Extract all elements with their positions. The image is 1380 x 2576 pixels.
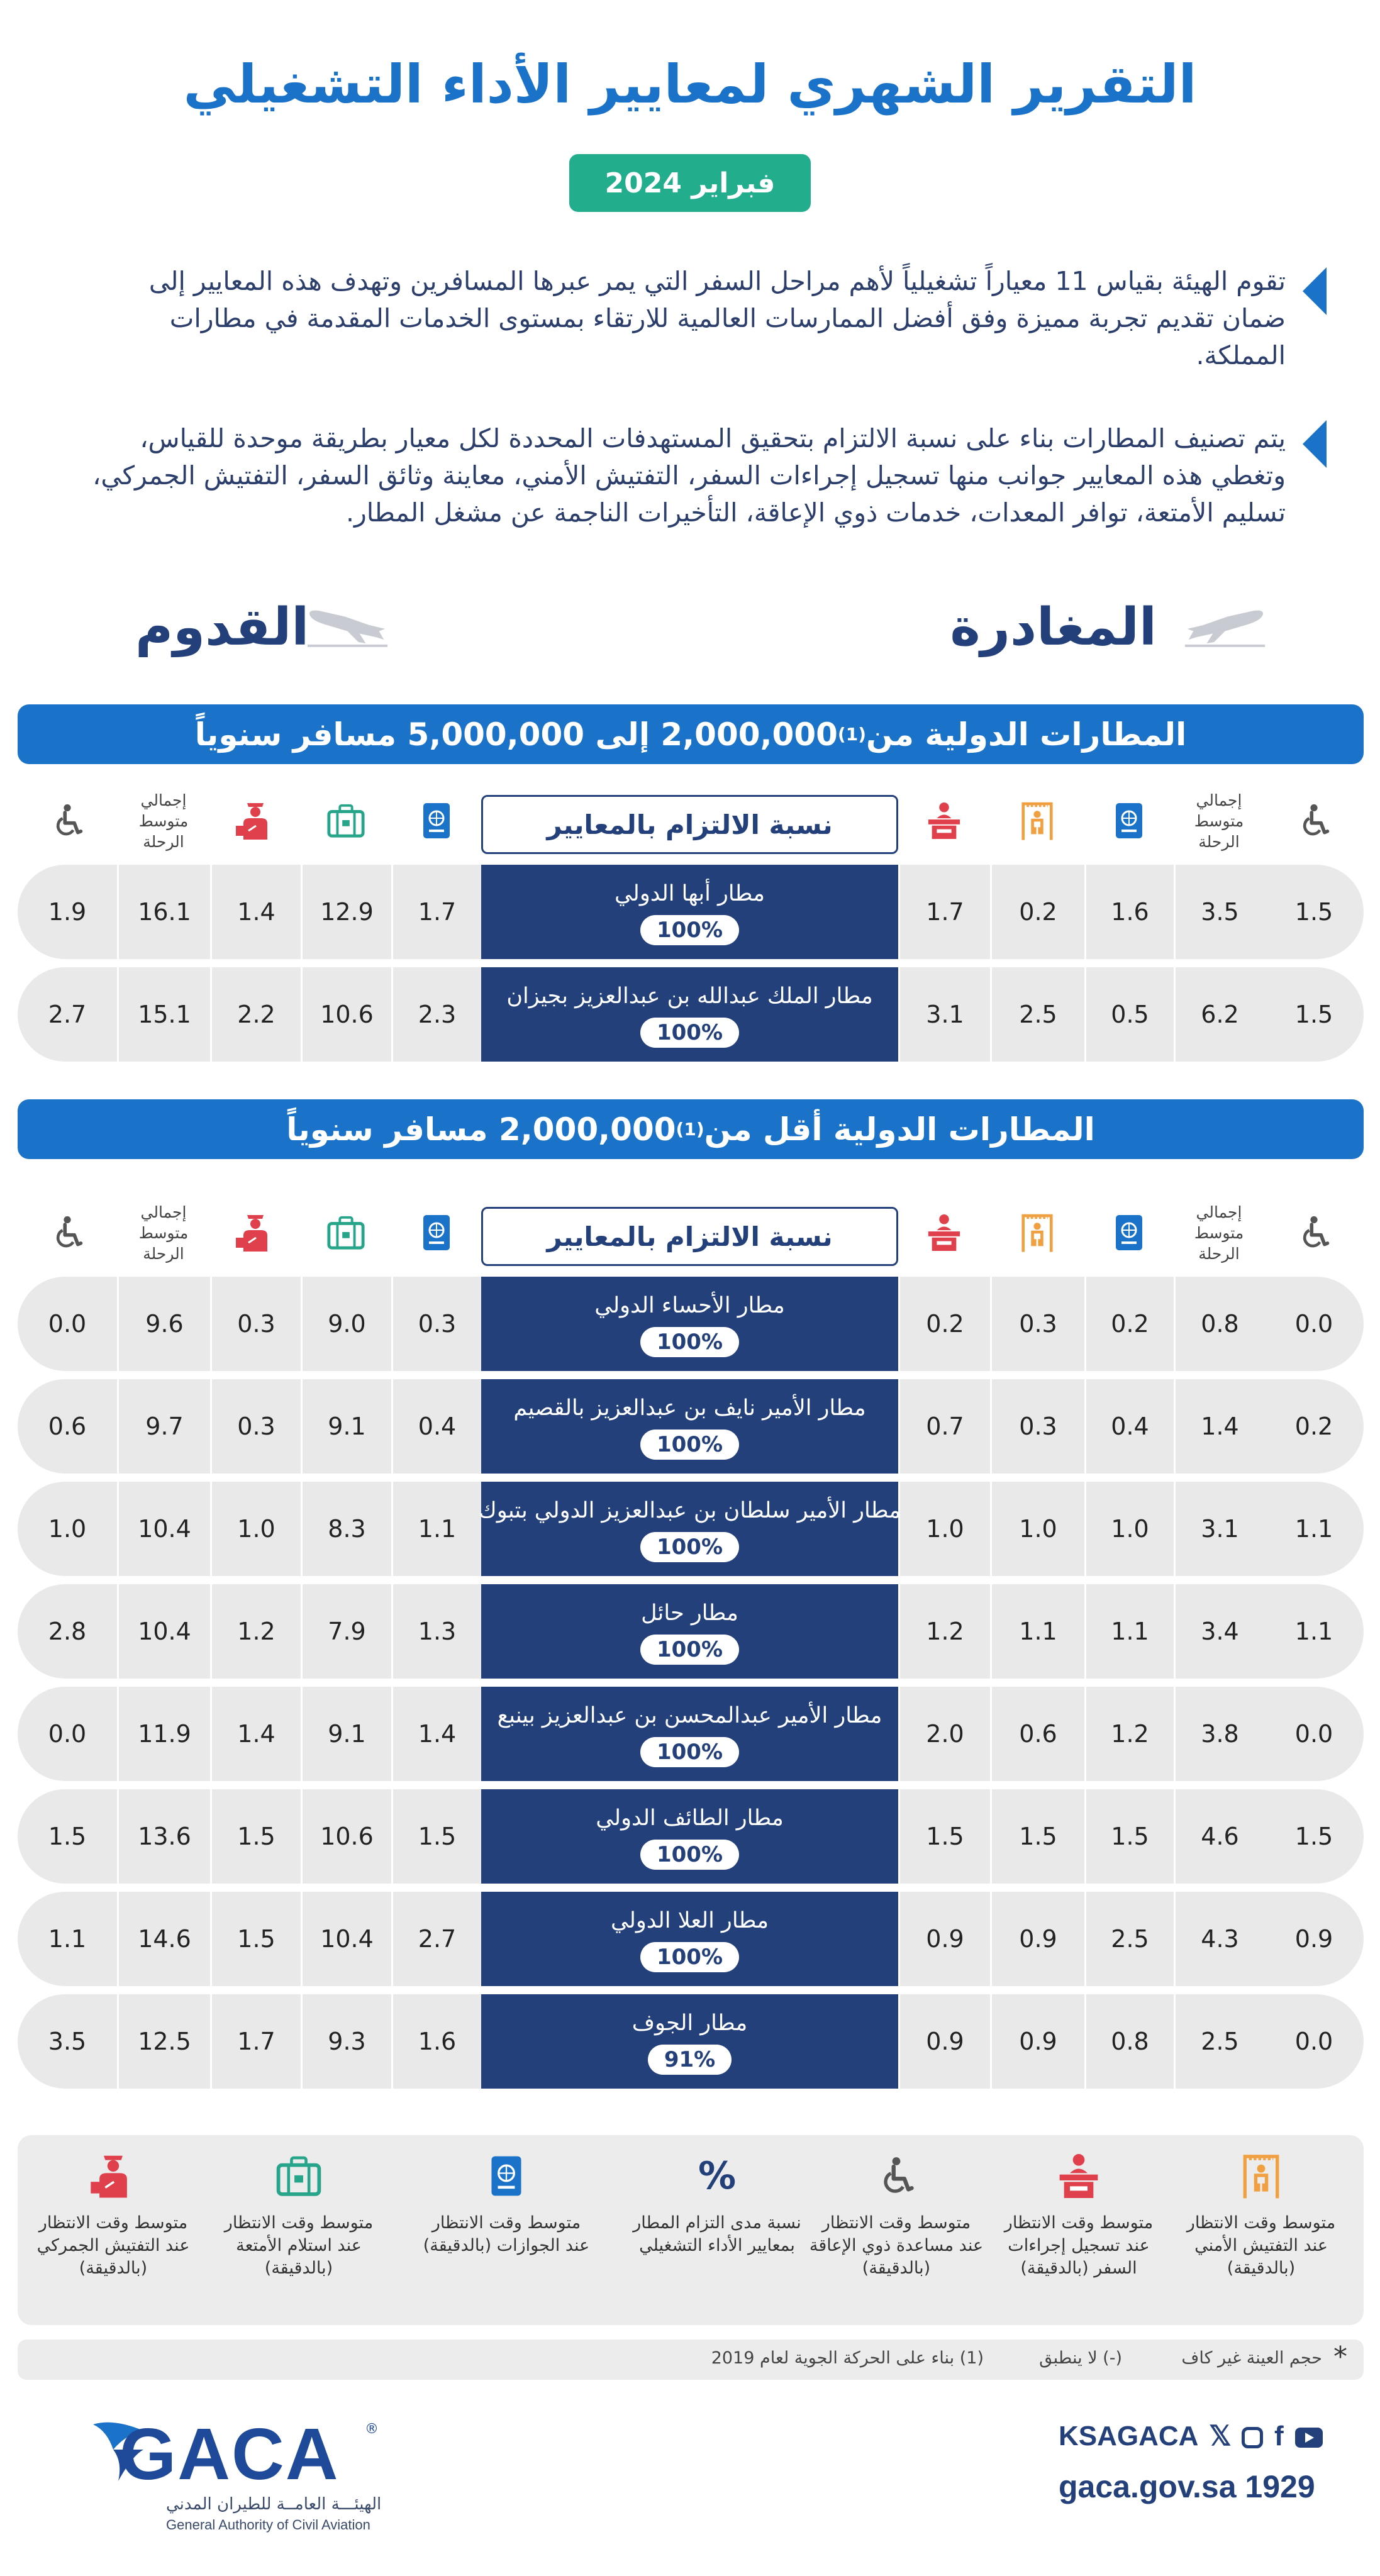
- arrival-value-cell: 0.3: [210, 1277, 301, 1371]
- total-trip-header-line: الرحلة: [143, 1244, 184, 1263]
- airport-name: مطار الطائف الدولي: [596, 1806, 784, 1831]
- customs-officer-icon: [235, 801, 276, 841]
- customs-officer-icon: [235, 1213, 276, 1253]
- section-bar-large-airports: [18, 704, 1364, 764]
- arrival-value-cell: 1.4: [391, 1687, 481, 1781]
- arrival-value-cell: 2.2: [210, 967, 301, 1062]
- arrival-value-cell: 2.8: [48, 1618, 87, 1645]
- checkin-counter-icon: [926, 1213, 962, 1252]
- departure-value-cell: 1.5: [1294, 1823, 1333, 1850]
- security-gate-icon: [1242, 2151, 1280, 2201]
- arrival-value-cell: 1.0: [48, 1515, 87, 1543]
- social-handle-text: KSAGACA: [1059, 2421, 1198, 2451]
- airport-cell: [481, 1687, 898, 1781]
- column-header: [1264, 1198, 1364, 1267]
- total-trip-header-line: متوسط: [138, 1223, 189, 1242]
- legend-security: [1173, 2148, 1349, 2280]
- arrival-label: القدوم: [135, 597, 309, 657]
- total-trip-header: [139, 1202, 189, 1264]
- airport-cell: [481, 1892, 898, 1986]
- report-title: التقرير الشهري لمعايير الأداء التشغيلي: [183, 53, 1197, 115]
- arrival-value-cell: 1.1: [391, 1482, 481, 1576]
- departure-value-cell: 0.9: [990, 1994, 1084, 2089]
- legend-passport-text: متوسط وقت الانتظار عند الجوازات (بالدقيقة): [423, 2213, 590, 2255]
- departure-value-cell: 1.4: [1174, 1379, 1264, 1474]
- compliance-header: نسبة الالتزام بالمعايير: [481, 1207, 898, 1266]
- section-bar-small-airports: [18, 1099, 1364, 1159]
- section-title-part-a: المطارات الدولية أقل من: [704, 1111, 1095, 1148]
- x-icon[interactable]: 𝕏: [1209, 2421, 1232, 2451]
- total-trip-header: [1194, 790, 1244, 852]
- arrival-value-cell: 13.6: [117, 1789, 210, 1884]
- arrival-value-cell: 1.3: [391, 1584, 481, 1679]
- total-trip-header-line: متوسط: [1194, 1223, 1244, 1242]
- passport-icon: [421, 801, 452, 840]
- departure-value-cell: 1.0: [990, 1482, 1084, 1576]
- departure-value-cell: 0.2: [1294, 1413, 1333, 1440]
- departure-value-cell: 1.0: [1084, 1482, 1174, 1576]
- departure-value-cell: 1.1: [1084, 1584, 1174, 1679]
- footnote-marker: (1): [837, 724, 866, 745]
- social-handle[interactable]: [1059, 2420, 1323, 2452]
- wheelchair-icon: [50, 1214, 85, 1251]
- compliance-percent-badge: 100%: [640, 1840, 739, 1870]
- column-header: [990, 1198, 1084, 1267]
- departure-value-cell: 2.5: [1174, 1994, 1264, 2089]
- departure-value-cell: 2.5: [1084, 1892, 1174, 1986]
- arrival-value-cell: 9.6: [117, 1277, 210, 1371]
- departure-value-cell: 2.0: [898, 1687, 990, 1781]
- report-date-badge: فبراير 2024: [569, 154, 811, 212]
- column-header: [898, 786, 990, 855]
- arrival-value-cell: 9.1: [301, 1379, 391, 1474]
- arrival-value-cell: 7.9: [301, 1584, 391, 1679]
- airport-name: مطار الملك عبدالله بن عبدالعزيز بجيزان: [506, 984, 873, 1009]
- arrival-plane-icon: [305, 601, 390, 651]
- total-trip-header-line: إجمالي: [1196, 791, 1242, 809]
- baggage-icon: [326, 1214, 365, 1251]
- intro-paragraph-1: تقوم الهيئة بقياس 11 معياراً تشغيلياً لأهم مراحل السفر التي يمر عبرها المسافرين وتهدف هذه المعايير إلى ضمان تقديم تجربة مميزة وفق أفضل الممارسات العالمية للارتقاء بمستوى الخدمات المقدمة في مطارات المملكة.: [148, 266, 1286, 370]
- youtube-icon[interactable]: [1295, 2428, 1323, 2448]
- arrival-value-cell: 2.3: [391, 967, 481, 1062]
- column-header: [117, 1198, 210, 1267]
- note-sample-size: حجم العينة غير كاف: [1181, 2348, 1322, 2368]
- org-name-arabic: الهيئـــة العامــة للطيران المدني: [166, 2495, 382, 2514]
- departure-value-cell: 0.9: [990, 1892, 1084, 1986]
- departure-value-cell: 0.2: [1084, 1277, 1174, 1371]
- departure-value-cell: 0.8: [1084, 1994, 1174, 2089]
- legend-disability: [808, 2148, 984, 2280]
- arrival-value-cell: 0.3: [210, 1379, 301, 1474]
- compliance-percent-badge: 100%: [640, 1532, 739, 1562]
- total-trip-header-line: إجمالي: [140, 791, 187, 809]
- departure-value-cell: 1.2: [898, 1584, 990, 1679]
- arrival-value-cell: 1.0: [210, 1482, 301, 1576]
- arrival-value-cell: 0.6: [48, 1413, 87, 1440]
- arrival-value-cell: 10.4: [117, 1482, 210, 1576]
- departure-value-cell: 0.4: [1084, 1379, 1174, 1474]
- arrival-value-cell: 3.5: [48, 2028, 87, 2055]
- compliance-percent-badge: 100%: [640, 1942, 739, 1972]
- arrival-value-cell: 16.1: [117, 865, 210, 959]
- column-header: [898, 1198, 990, 1267]
- total-trip-header: [139, 790, 189, 852]
- wheelchair-icon: [1296, 802, 1332, 839]
- wheelchair-icon: [50, 802, 85, 839]
- instagram-icon[interactable]: [1242, 2427, 1263, 2448]
- departure-value-cell: 1.5: [1294, 1001, 1333, 1028]
- passport-icon: [1113, 801, 1145, 840]
- arrival-value-cell: 8.3: [301, 1482, 391, 1576]
- airport-name: مطار أبها الدولي: [614, 881, 765, 906]
- arrival-value-cell: 0.0: [48, 1720, 87, 1748]
- arrival-value-cell: 1.5: [210, 1789, 301, 1884]
- arrival-value-cell: 10.6: [301, 967, 391, 1062]
- departure-value-cell: 0.7: [898, 1379, 990, 1474]
- customs-officer-icon: [89, 2153, 137, 2199]
- arrival-value-cell: 9.1: [301, 1687, 391, 1781]
- arrival-value-cell: 2.7: [48, 1001, 87, 1028]
- airport-cell: [481, 967, 898, 1062]
- airport-name: مطار الأحساء الدولي: [594, 1293, 785, 1318]
- arrival-value-cell: 14.6: [117, 1892, 210, 1986]
- arrival-value-cell: 1.6: [391, 1994, 481, 2089]
- security-gate-icon: [1021, 799, 1054, 843]
- column-header: [301, 1198, 391, 1267]
- column-header: [1084, 786, 1174, 855]
- total-trip-header-line: متوسط: [138, 811, 189, 830]
- total-trip-header-line: متوسط: [1194, 811, 1244, 830]
- departure-value-cell: 0.3: [990, 1379, 1084, 1474]
- column-header: [210, 786, 301, 855]
- website-and-phone[interactable]: gaca.gov.sa 1929: [1059, 2469, 1315, 2504]
- passport-icon: [489, 2153, 524, 2199]
- legend-checkin: [991, 2148, 1167, 2280]
- legend-security-text: متوسط وقت الانتظار عند التفتيش الأمني (بالدقيقة): [1186, 2213, 1336, 2278]
- airport-cell: [481, 1994, 898, 2089]
- airport-cell: [481, 1379, 898, 1474]
- arrival-value-cell: 0.0: [48, 1310, 87, 1338]
- legend-disability-text: متوسط وقت الانتظار عند مساعدة ذوي الإعاقة (بالدقيقة): [809, 2213, 984, 2278]
- departure-value-cell: 4.3: [1174, 1892, 1264, 1986]
- note-not-applicable: (-) لا ينطبق: [1039, 2348, 1122, 2368]
- baggage-icon: [275, 2155, 322, 2197]
- column-header: [210, 1198, 301, 1267]
- compliance-percent-badge: 100%: [640, 1430, 739, 1460]
- column-header: [1264, 786, 1364, 855]
- column-header: [391, 1198, 481, 1267]
- arrival-value-cell: 9.0: [301, 1277, 391, 1371]
- facebook-icon[interactable]: f: [1274, 2421, 1284, 2451]
- airport-cell: [481, 1277, 898, 1371]
- departure-plane-icon: [1182, 601, 1267, 651]
- arrival-value-cell: 1.4: [210, 865, 301, 959]
- total-trip-header-line: إجمالي: [140, 1202, 187, 1221]
- bullet-arrow-icon: [1303, 267, 1327, 315]
- arrival-value-cell: 1.5: [391, 1789, 481, 1884]
- compliance-percent-badge: 91%: [648, 2045, 732, 2075]
- departure-value-cell: 0.0: [1294, 2028, 1333, 2055]
- column-header: [1084, 1198, 1174, 1267]
- compliance-percent-badge: 100%: [640, 1635, 739, 1665]
- airport-name: مطار الأمير نايف بن عبدالعزيز بالقصيم: [513, 1396, 866, 1421]
- departure-value-cell: 1.7: [898, 865, 990, 959]
- arrival-value-cell: 10.4: [117, 1584, 210, 1679]
- legend-baggage-text: متوسط وقت الانتظار عند استلام الأمتعة (بالدقيقة): [224, 2213, 374, 2278]
- arrival-value-cell: 1.2: [210, 1584, 301, 1679]
- footnote-marker: (1): [676, 1119, 704, 1140]
- note-traffic-basis: (1) بناء على الحركة الجوية لعام 2019: [711, 2348, 984, 2368]
- compliance-header: نسبة الالتزام بالمعايير: [481, 795, 898, 854]
- gaca-logo: GACA: [120, 2413, 340, 2495]
- departure-value-cell: 1.5: [898, 1789, 990, 1884]
- arrival-value-cell: 10.6: [301, 1789, 391, 1884]
- departure-value-cell: 3.1: [898, 967, 990, 1062]
- departure-value-cell: 0.0: [1294, 1720, 1333, 1748]
- airport-cell: [481, 1584, 898, 1679]
- arrival-value-cell: 0.3: [391, 1277, 481, 1371]
- departure-value-cell: 0.0: [1294, 1310, 1333, 1338]
- legend-customs-text: متوسط وقت الانتظار عند التفتيش الجمركي (بالدقيقة): [36, 2213, 190, 2278]
- departure-value-cell: 6.2: [1174, 967, 1264, 1062]
- column-header: [990, 786, 1084, 855]
- departure-value-cell: 1.6: [1084, 865, 1174, 959]
- column-header: [117, 786, 210, 855]
- arrival-value-cell: 9.3: [301, 1994, 391, 2089]
- percent-icon: %: [698, 2154, 737, 2198]
- departure-value-cell: 2.5: [990, 967, 1084, 1062]
- column-header: [18, 1198, 117, 1267]
- legend-checkin-text: متوسط وقت الانتظار عند تسجيل إجراءات السفر (بالدقيقة): [1004, 2213, 1154, 2278]
- airport-name: مطار الجوف: [632, 2011, 748, 2036]
- bullet-arrow-icon: [1303, 420, 1327, 468]
- departure-value-cell: 0.6: [990, 1687, 1084, 1781]
- departure-value-cell: 3.1: [1174, 1482, 1264, 1576]
- departure-value-cell: 1.1: [1294, 1515, 1333, 1543]
- departure-value-cell: 3.5: [1174, 865, 1264, 959]
- arrival-value-cell: 15.1: [117, 967, 210, 1062]
- legend-compliance-text: نسبة مدى التزام المطار بمعايير الأداء التشغيلي: [633, 2213, 801, 2255]
- wheelchair-icon: [876, 2155, 916, 2197]
- column-header: [18, 786, 117, 855]
- departure-value-cell: 3.8: [1174, 1687, 1264, 1781]
- section-title-part-b: 2,000,000 مسافر سنوياً: [286, 1111, 676, 1148]
- arrival-value-cell: 11.9: [117, 1687, 210, 1781]
- arrival-value-cell: 1.7: [210, 1994, 301, 2089]
- departure-value-cell: 1.1: [1294, 1618, 1333, 1645]
- section-title-part-b: 2,000,000 إلى 5,000,000 مسافر سنوياً: [194, 716, 838, 753]
- airport-cell: [481, 865, 898, 959]
- arrival-value-cell: 1.1: [48, 1925, 87, 1953]
- airport-name: مطار الأمير عبدالمحسن بن عبدالعزيز بينبع: [497, 1703, 882, 1728]
- total-trip-header-line: إجمالي: [1196, 1202, 1242, 1221]
- asterisk-icon: *: [1333, 2341, 1347, 2373]
- compliance-percent-badge: 100%: [640, 1737, 739, 1767]
- total-trip-header: [1194, 1202, 1244, 1264]
- departure-value-cell: 0.5: [1084, 967, 1174, 1062]
- intro-paragraph-2: يتم تصنيف المطارات بناء على نسبة الالتزام بتحقيق المستهدفات المحددة لكل معيار بطريقة موحدة للقياس، وتغطي هذه المعايير جوانب منها تسجيل إجراءات السفر، التفتيش الأمني، معاينة وثائق السفر، التفتيش الجمركي، تسليم الأمتعة، توافر المعدات، خدمات ذوي الإعاقة، التأخيرات الناجمة عن مشغل المطار.: [92, 423, 1286, 528]
- legend-passport: [418, 2148, 594, 2257]
- arrival-value-cell: 9.7: [117, 1379, 210, 1474]
- departure-value-cell: 1.5: [1084, 1789, 1174, 1884]
- registered-mark: ®: [365, 2421, 379, 2437]
- total-trip-header-line: الرحلة: [143, 832, 184, 851]
- departure-value-cell: 1.5: [1294, 898, 1333, 926]
- security-gate-icon: [1021, 1211, 1054, 1255]
- arrival-value-cell: 2.7: [391, 1892, 481, 1986]
- compliance-percent-badge: 100%: [640, 1018, 739, 1048]
- compliance-percent-badge: 100%: [640, 915, 739, 945]
- wheelchair-icon: [1296, 1214, 1332, 1251]
- departure-value-cell: 0.3: [990, 1277, 1084, 1371]
- column-header: [391, 786, 481, 855]
- legend-baggage: [211, 2148, 387, 2280]
- column-header: [1174, 786, 1264, 855]
- departure-label: المغادرة: [950, 597, 1157, 657]
- departure-value-cell: 4.6: [1174, 1789, 1264, 1884]
- total-trip-header-line: الرحلة: [1198, 1244, 1240, 1263]
- departure-value-cell: 1.2: [1084, 1687, 1174, 1781]
- departure-value-cell: 0.2: [990, 865, 1084, 959]
- departure-value-cell: 0.8: [1174, 1277, 1264, 1371]
- departure-value-cell: 0.2: [898, 1277, 990, 1371]
- legend-customs: [25, 2148, 201, 2280]
- airport-name: مطار حائل: [641, 1601, 738, 1626]
- total-trip-header-line: الرحلة: [1198, 832, 1240, 851]
- airport-name: مطار الأمير سلطان بن عبدالعزيز الدولي بتبوك: [478, 1498, 901, 1523]
- departure-value-cell: 0.9: [1294, 1925, 1333, 1953]
- arrival-value-cell: 1.5: [210, 1892, 301, 1986]
- departure-value-cell: 0.9: [898, 1892, 990, 1986]
- legend-compliance: [629, 2148, 805, 2257]
- arrival-value-cell: 0.4: [391, 1379, 481, 1474]
- departure-value-cell: 1.0: [898, 1482, 990, 1576]
- arrival-value-cell: 12.5: [117, 1994, 210, 2089]
- arrival-value-cell: 12.9: [301, 865, 391, 959]
- passport-icon: [1113, 1213, 1145, 1252]
- departure-value-cell: 3.4: [1174, 1584, 1264, 1679]
- airport-cell: [478, 1482, 901, 1576]
- column-header: [301, 786, 391, 855]
- checkin-counter-icon: [1057, 2152, 1101, 2200]
- arrival-value-cell: 1.9: [48, 898, 87, 926]
- compliance-percent-badge: 100%: [640, 1327, 739, 1357]
- arrival-value-cell: 1.5: [48, 1823, 87, 1850]
- departure-value-cell: 1.5: [990, 1789, 1084, 1884]
- baggage-icon: [326, 802, 365, 839]
- passport-icon: [421, 1213, 452, 1252]
- org-name-english: General Authority of Civil Aviation: [166, 2517, 370, 2533]
- airport-name: مطار العلا الدولي: [611, 1908, 769, 1933]
- notes-bar: [18, 2340, 1364, 2380]
- column-header: [1174, 1198, 1264, 1267]
- departure-value-cell: 1.1: [990, 1584, 1084, 1679]
- arrival-value-cell: 1.4: [210, 1687, 301, 1781]
- checkin-counter-icon: [926, 801, 962, 840]
- arrival-value-cell: 10.4: [301, 1892, 391, 1986]
- section-title-part-a: المطارات الدولية من: [866, 716, 1187, 753]
- departure-value-cell: 0.9: [898, 1994, 990, 2089]
- airport-cell: [481, 1789, 898, 1884]
- arrival-value-cell: 1.7: [391, 865, 481, 959]
